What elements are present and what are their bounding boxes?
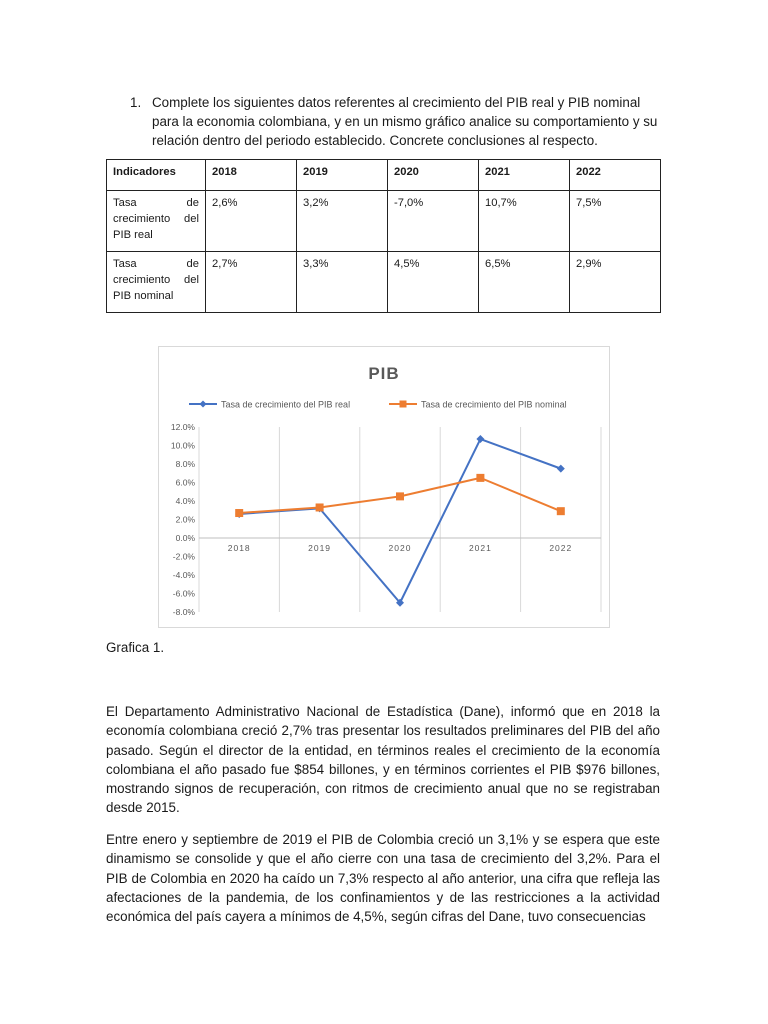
table-cell: 2,9%: [570, 252, 661, 313]
gdp-table: [106, 159, 661, 313]
table-cell: 6,5%: [479, 252, 570, 313]
legend-label: Tasa de crecimiento del PIB real: [221, 399, 351, 410]
y-tick-label: 12.0%: [170, 422, 195, 432]
y-tick-label: -4.0%: [172, 570, 195, 580]
table-header-cell: 2018: [206, 160, 297, 191]
x-tick-label: 2019: [308, 543, 332, 553]
table-cell: 3,2%: [297, 191, 388, 252]
data-point-square: [557, 507, 565, 515]
x-tick-label: 2020: [388, 543, 412, 553]
y-tick-label: 0.0%: [175, 533, 195, 543]
y-tick-label: 10.0%: [170, 440, 195, 451]
chart-title: PIB: [368, 364, 400, 383]
table-cell: 10,7%: [479, 191, 570, 252]
data-point-square: [316, 503, 324, 511]
series-line: [239, 439, 561, 603]
x-tick-label: 2022: [549, 543, 573, 553]
data-point-square: [476, 474, 484, 482]
y-tick-label: 4.0%: [175, 496, 195, 506]
chart-svg: [159, 347, 609, 627]
data-point-diamond: [557, 465, 565, 473]
y-tick-label: 2.0%: [175, 514, 195, 525]
table-cell: 4,5%: [388, 252, 479, 313]
legend-label: Tasa de crecimiento del PIB nominal: [421, 399, 567, 410]
table-cell: -7,0%: [388, 191, 479, 252]
table-cell: 7,5%: [570, 191, 661, 252]
table-row: [107, 191, 661, 252]
paragraph-2: Entre enero y septiembre de 2019 el PIB de Colombia creció un 3,1% y se espera que este dinamismo se consolide y que el año cierre con una tasa de crecimiento del 3,2%. Para el PIB de Colombia en 2020 ha caído un 7,3% respecto al año anterior, una cifra que refleja las afectaciones de la pandemia, de los confinamientos y de las restricciones a la actividad económica del país cayera a mínimos de 4,5%, según cifras del Dane, tuvo consecuencias: [106, 832, 660, 925]
question-number: 1.: [130, 95, 142, 110]
table-header-cell: 2021: [479, 160, 570, 191]
x-tick-label: 2018: [227, 543, 251, 553]
table-cell: 3,3%: [297, 252, 388, 313]
legend-marker-diamond: [200, 401, 207, 408]
row-label: Tasa de crecimiento del PIB real: [107, 191, 206, 252]
x-tick-label: 2021: [468, 543, 492, 553]
data-point-square: [396, 492, 404, 500]
paragraph-1: El Departamento Administrativo Nacional de Estadística (Dane), informó que en 2018 la economía colombiana creció 2,7% tras presentar los resultados preliminares del PIB del año pasado. Según el director de la entidad, en términos reales el crecimiento de la economía colombiana el año pasado fue $854 billones, y en términos corrientes el PIB $976 billones, mostrando signos de recuperación, con ritmos de crecimiento anual que no se registraban desde 2015.: [106, 704, 660, 816]
table-header-cell: 2019: [297, 160, 388, 191]
table-cell: 2,6%: [206, 191, 297, 252]
legend-marker-square: [400, 401, 407, 408]
y-tick-label: -2.0%: [172, 551, 195, 562]
question-text: Complete los siguientes datos referentes al crecimiento del PIB real y PIB nominal para la economia colombiana, y en un mismo gráfico analice su comportamiento y su relación dentro del periodo establecido. Concrete conclusiones al respecto.: [152, 95, 658, 148]
table-header-row: [107, 160, 661, 191]
table-header-cell: 2020: [388, 160, 479, 191]
table-header-cell: 2022: [570, 160, 661, 191]
y-tick-label: 8.0%: [175, 459, 195, 469]
data-point-diamond: [476, 435, 484, 443]
y-tick-label: -8.0%: [172, 607, 195, 617]
y-tick-label: -6.0%: [172, 588, 195, 599]
pib-chart: [158, 346, 610, 628]
table-header-cell: Indicadores: [107, 160, 206, 191]
figure-caption: Grafica 1.: [106, 640, 165, 655]
y-tick-label: 6.0%: [175, 477, 195, 488]
data-point-square: [235, 509, 243, 517]
table-cell: 2,7%: [206, 252, 297, 313]
table-row: [107, 252, 661, 313]
question-block: [130, 93, 664, 150]
row-label: Tasa de crecimiento del PIB nominal: [107, 252, 206, 313]
